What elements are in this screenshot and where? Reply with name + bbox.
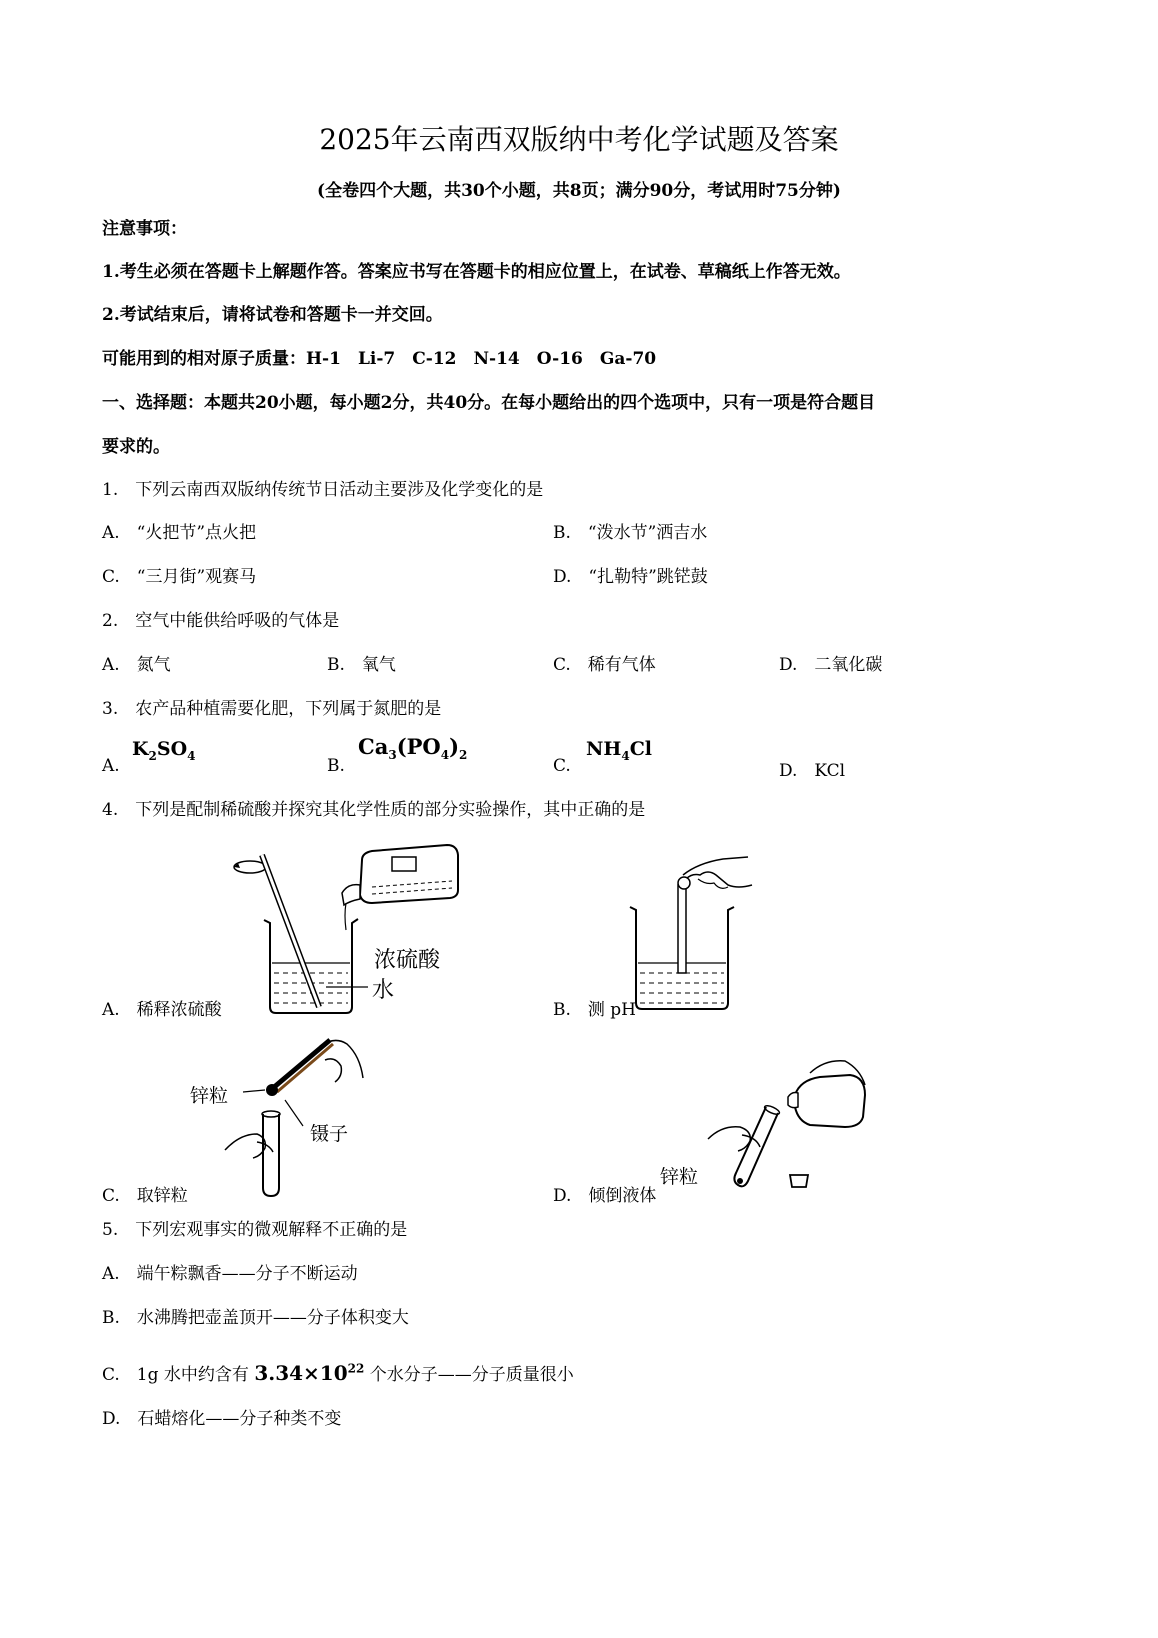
q5-option-a: A. 端午粽飘香——分子不断运动	[102, 1264, 358, 1284]
q2-option-d: D. 二氧化碳	[779, 655, 883, 675]
q4-figure-c-label-zinc: 锌粒	[190, 1085, 229, 1107]
notes-heading: 注意事项：	[102, 219, 187, 239]
q4-stem: 4. 下列是配制稀硫酸并探究其化学性质的部分实验操作，其中正确的是	[102, 800, 646, 820]
q5-option-c-number: $3.34\times 10^{22}$	[254, 1361, 365, 1385]
q4-figure-a	[222, 835, 472, 1015]
section1-instructions-line2: 要求的。	[102, 437, 170, 457]
page-title: 2025年云南西双版纳中考化学试题及答案	[319, 123, 839, 156]
q2-option-c: C. 稀有气体	[553, 655, 656, 675]
section1-instructions-line1: 一、选择题：本题共20小题，每小题2分，共40分。在每小题给出的四个选项中，只有一项是符合题目	[102, 393, 876, 413]
notes-item-2: 2.考试结束后，请将试卷和答题卡一并交回。	[102, 305, 443, 325]
q4-figure-d	[660, 1055, 870, 1200]
q2-stem: 2. 空气中能供给呼吸的气体是	[102, 611, 340, 631]
q4-figure-b	[628, 855, 758, 1015]
q3-option-d: D. KCl	[779, 761, 846, 781]
q4-figure-a-label-water: 水	[372, 978, 395, 1003]
q1-option-c: C. “三月街”观赛马	[102, 567, 257, 587]
q4-figure-c-label-tweezers: 镊子	[310, 1123, 349, 1145]
q4-figure-a-label-acid: 浓硫酸	[374, 948, 441, 973]
q4-option-a: A. 稀释浓硫酸	[102, 1000, 222, 1020]
q3-option-c-letter: C.	[553, 756, 571, 776]
q3-option-b-formula: $Ca_3(PO_4)_2$	[358, 734, 468, 763]
q3-option-a-formula: $K_2SO_4$	[132, 738, 196, 763]
q4-option-d: D. 倾倒液体	[553, 1186, 657, 1206]
q5-stem: 5. 下列宏观事实的微观解释不正确的是	[102, 1220, 408, 1240]
q3-option-b-letter: B.	[327, 756, 345, 776]
page-subtitle: (全卷四个大题，共30个小题，共8页；满分90分，考试用时75分钟)	[317, 181, 841, 201]
q2-option-b: B. 氧气	[327, 655, 396, 675]
q4-figure-d-label-zinc: 锌粒	[660, 1166, 699, 1188]
q5-option-c	[102, 1360, 574, 1385]
q4-option-c: C. 取锌粒	[102, 1186, 188, 1206]
q5-option-d: D. 石蜡熔化——分子种类不变	[102, 1409, 342, 1429]
q1-stem: 1. 下列云南西双版纳传统节日活动主要涉及化学变化的是	[102, 480, 544, 500]
q2-option-a: A. 氮气	[102, 655, 171, 675]
q1-option-d: D. “扎勒特”跳铓鼓	[553, 567, 708, 587]
q3-option-a-letter: A.	[102, 756, 120, 776]
q5-option-c-prefix: C. 1g 水中约含有	[102, 1365, 249, 1385]
atomic-mass-line: 可能用到的相对原子质量：H-1 Li-7 C-12 N-14 O-16 Ga-70	[102, 349, 657, 369]
notes-item-1: 1.考生必须在答题卡上解题作答。答案应书写在答题卡的相应位置上，在试卷、草稿纸上作答无效。	[102, 262, 851, 282]
q3-stem: 3. 农产品种植需要化肥，下列属于氮肥的是	[102, 699, 442, 719]
q4-option-b: B. 测 pH	[553, 1000, 637, 1020]
q1-option-a: A. “火把节”点火把	[102, 523, 257, 543]
q3-option-c-formula: $NH_4Cl$	[586, 738, 653, 763]
q5-option-c-suffix: 个水分子——分子质量很小	[369, 1365, 574, 1385]
q1-option-b: B. “泼水节”洒吉水	[553, 523, 708, 543]
q4-figure-c	[185, 1030, 370, 1200]
q5-option-b: B. 水沸腾把壶盖顶开——分子体积变大	[102, 1308, 409, 1328]
